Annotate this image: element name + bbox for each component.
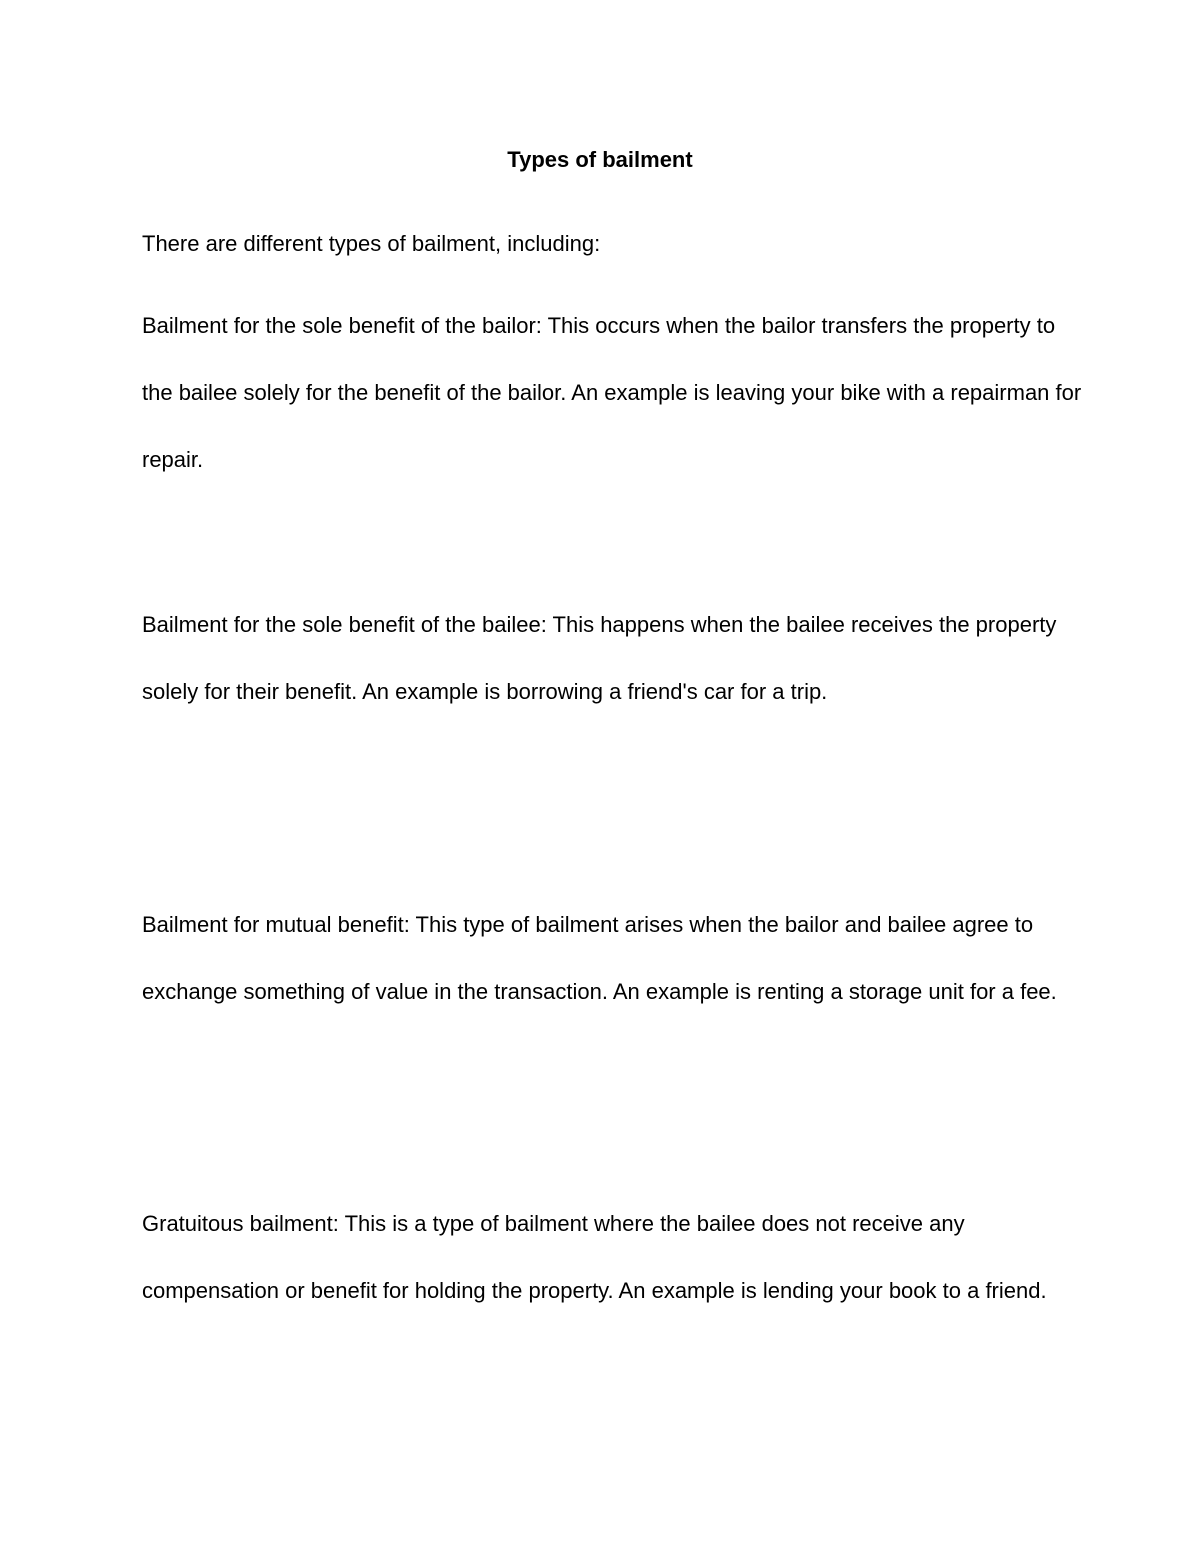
- paragraph-mutual-benefit: Bailment for mutual benefit: This type of bailment arises when the bailor and bailee agree to exchange something of value in the transaction. An example is renting a storage unit for a fee.: [142, 912, 1057, 1004]
- paragraph-sole-benefit-bailee: Bailment for the sole benefit of the bailee: This happens when the bailee receives the property solely for their benefit. An example is borrowing a friend's car for a trip.: [142, 612, 1057, 704]
- paragraph-gratuitous-bailment: Gratuitous bailment: This is a type of bailment where the bailee does not receive any compensation or benefit for holding the property. An example is lending your book to a friend.: [142, 1211, 1047, 1303]
- intro-paragraph: There are different types of bailment, including:: [142, 231, 601, 256]
- paragraph-sole-benefit-bailor: Bailment for the sole benefit of the bailor: This occurs when the bailor transfers the property to the bailee solely for the benefit of the bailor. An example is leaving your bike with a repairman for repair.: [142, 313, 1082, 472]
- document-title: Types of bailment: [507, 147, 693, 172]
